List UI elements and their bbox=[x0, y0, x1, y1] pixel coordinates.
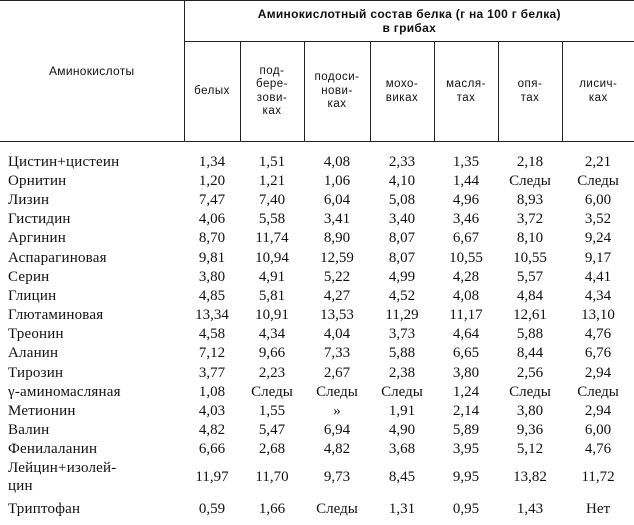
value-cell: 4,08 bbox=[323, 153, 351, 170]
value-cell: 12,61 bbox=[513, 307, 547, 324]
table-row bbox=[0, 495, 634, 518]
value-cell: 4,06 bbox=[198, 211, 226, 228]
value-cell: Следы bbox=[316, 500, 358, 517]
group-title bbox=[184, 1, 634, 42]
value-cell: 4,76 bbox=[584, 326, 612, 343]
value-cell: 11,70 bbox=[255, 469, 289, 485]
value-cell: 11,72 bbox=[581, 469, 615, 485]
value-cell: 11,17 bbox=[449, 307, 483, 324]
value-cell: 10,55 bbox=[513, 249, 547, 266]
value-cell: 12,59 bbox=[320, 249, 354, 266]
value-cell: 6,65 bbox=[452, 345, 480, 362]
value-cell: 4,34 bbox=[584, 287, 612, 304]
table-row bbox=[0, 344, 634, 363]
value-cell: 1,91 bbox=[388, 403, 416, 420]
value-cell: 4,82 bbox=[323, 441, 351, 458]
value-cell: 5,08 bbox=[388, 191, 416, 208]
value-cell: 4,85 bbox=[198, 287, 226, 304]
value-cell: 4,96 bbox=[452, 191, 480, 208]
table-row bbox=[0, 210, 634, 229]
corner-label: Аминокислоты bbox=[0, 1, 184, 142]
value-cell: 1,31 bbox=[388, 500, 416, 517]
value-cell: 2,94 bbox=[584, 364, 612, 381]
value-cell: 7,12 bbox=[198, 345, 226, 362]
value-cell: 1,51 bbox=[258, 153, 286, 170]
value-cell: 10,94 bbox=[255, 249, 289, 266]
value-cell: 3,68 bbox=[388, 441, 416, 458]
value-cell: 5,81 bbox=[258, 287, 286, 304]
value-cell: 2,38 bbox=[388, 364, 416, 381]
value-cell: 2,14 bbox=[452, 403, 480, 420]
value-cell: 8,70 bbox=[198, 230, 226, 247]
value-cell: 2,33 bbox=[388, 153, 416, 170]
table-row bbox=[0, 401, 634, 420]
value-cell: 1,06 bbox=[323, 172, 351, 189]
value-cell: 7,33 bbox=[323, 345, 351, 362]
value-cell: 1,08 bbox=[198, 383, 226, 400]
value-cell: 4,76 bbox=[584, 441, 612, 458]
column-header: масля- тах bbox=[434, 42, 498, 142]
value-cell: 5,58 bbox=[258, 211, 286, 228]
value-cell: 8,90 bbox=[323, 230, 351, 247]
value-cell: 5,89 bbox=[452, 422, 480, 439]
amino-acid-name: Аланин bbox=[8, 345, 59, 362]
value-cell: 6,00 bbox=[584, 422, 612, 439]
value-cell: 2,56 bbox=[516, 364, 544, 381]
column-header: лисич- ках bbox=[562, 42, 634, 142]
value-cell: 3,80 bbox=[198, 268, 226, 285]
column-header: опя- тах bbox=[498, 42, 562, 142]
value-cell: 8,44 bbox=[516, 345, 544, 362]
amino-acid-name: γ-аминомасляная bbox=[8, 383, 121, 400]
value-cell: 3,80 bbox=[516, 403, 544, 420]
value-cell: 1,34 bbox=[198, 153, 226, 170]
value-cell: 8,10 bbox=[516, 230, 544, 247]
table-row bbox=[0, 152, 634, 171]
table-row bbox=[0, 229, 634, 248]
table-row bbox=[0, 440, 634, 459]
value-cell: 4,03 bbox=[198, 403, 226, 420]
amino-acid-name: Аспарагиновая bbox=[8, 249, 107, 266]
table-row bbox=[0, 306, 634, 325]
value-cell: 4,27 bbox=[323, 287, 351, 304]
value-cell: » bbox=[333, 403, 341, 420]
amino-acid-name: Лизин bbox=[8, 191, 50, 208]
value-cell: 9,36 bbox=[516, 422, 544, 439]
value-cell: 0,95 bbox=[452, 500, 480, 517]
value-cell: 9,24 bbox=[584, 230, 612, 247]
value-cell: 11,97 bbox=[195, 469, 229, 485]
amino-acid-name: Валин bbox=[8, 422, 50, 439]
value-cell: 3,77 bbox=[198, 364, 226, 381]
value-cell: 6,04 bbox=[323, 191, 351, 208]
value-cell: 4,28 bbox=[452, 268, 480, 285]
value-cell: 9,81 bbox=[198, 249, 226, 266]
value-cell: Следы bbox=[316, 383, 358, 400]
value-cell: 3,80 bbox=[452, 364, 480, 381]
table-body bbox=[0, 142, 634, 519]
value-cell: 1,20 bbox=[198, 172, 226, 189]
value-cell: 5,12 bbox=[516, 441, 544, 458]
value-cell: 13,82 bbox=[513, 469, 547, 485]
value-cell: 1,35 bbox=[452, 153, 480, 170]
value-cell: 2,68 bbox=[258, 441, 286, 458]
value-cell: 6,94 bbox=[323, 422, 351, 439]
value-cell: 2,23 bbox=[258, 364, 286, 381]
value-cell: 4,82 bbox=[198, 422, 226, 439]
value-cell: 7,40 bbox=[258, 191, 286, 208]
value-cell: 10,55 bbox=[449, 249, 483, 266]
value-cell: 4,84 bbox=[516, 287, 544, 304]
value-cell: 4,08 bbox=[452, 287, 480, 304]
value-cell: 9,95 bbox=[452, 469, 480, 485]
value-cell: 4,90 bbox=[388, 422, 416, 439]
group-title-line1: Аминокислотный состав белка (г на 100 г белка) bbox=[257, 7, 561, 21]
value-cell: Следы bbox=[577, 172, 619, 189]
value-cell: 11,29 bbox=[385, 307, 419, 324]
table-row bbox=[0, 190, 634, 209]
value-cell: 4,52 bbox=[388, 287, 416, 304]
value-cell: 4,10 bbox=[388, 172, 416, 189]
value-cell: 1,43 bbox=[516, 500, 544, 517]
value-cell: 3,52 bbox=[584, 211, 612, 228]
value-cell: 4,41 bbox=[584, 268, 612, 285]
value-cell: Следы bbox=[251, 383, 293, 400]
value-cell: 3,46 bbox=[452, 211, 480, 228]
value-cell: 4,04 bbox=[323, 326, 351, 343]
value-cell: 5,57 bbox=[516, 268, 544, 285]
value-cell: 8,45 bbox=[388, 469, 416, 485]
value-cell: 5,47 bbox=[258, 422, 286, 439]
value-cell: 8,93 bbox=[516, 191, 544, 208]
table-row bbox=[0, 267, 634, 286]
group-title-line2: в грибах bbox=[382, 21, 437, 35]
amino-acid-name: Аргинин bbox=[8, 230, 66, 247]
value-cell: Нет bbox=[586, 500, 611, 517]
amino-acid-name: Тирозин bbox=[8, 364, 64, 381]
value-cell: 4,99 bbox=[388, 268, 416, 285]
value-cell: 1,66 bbox=[258, 500, 286, 517]
value-cell: 4,34 bbox=[258, 326, 286, 343]
value-cell: 2,21 bbox=[584, 153, 612, 170]
value-cell: 10,91 bbox=[255, 307, 289, 324]
table-row bbox=[0, 286, 634, 305]
value-cell: 3,40 bbox=[388, 211, 416, 228]
value-cell: 1,55 bbox=[258, 403, 286, 420]
amino-acid-name: Цистин+цистеин bbox=[8, 153, 120, 170]
table-row bbox=[0, 171, 634, 190]
table-row bbox=[0, 382, 634, 401]
value-cell: 8,07 bbox=[388, 230, 416, 247]
value-cell: 6,66 bbox=[198, 441, 226, 458]
value-cell: 6,67 bbox=[452, 230, 480, 247]
value-cell: 13,53 bbox=[320, 307, 354, 324]
value-cell: 7,47 bbox=[198, 191, 226, 208]
amino-acid-name: Фенилаланин bbox=[8, 441, 98, 458]
value-cell: 5,88 bbox=[388, 345, 416, 362]
table-row bbox=[0, 421, 634, 440]
value-cell: 1,24 bbox=[452, 383, 480, 400]
value-cell: 8,07 bbox=[388, 249, 416, 266]
value-cell: 3,72 bbox=[516, 211, 544, 228]
table-row bbox=[0, 248, 634, 267]
value-cell: 6,76 bbox=[584, 345, 612, 362]
value-cell: 1,21 bbox=[258, 172, 286, 189]
value-cell: 6,00 bbox=[584, 191, 612, 208]
value-cell: 9,17 bbox=[584, 249, 612, 266]
column-header: под- бере- зови- ках bbox=[240, 42, 304, 142]
amino-acid-name: Глютаминовая bbox=[8, 307, 104, 324]
amino-acid-name: Серин bbox=[8, 268, 50, 285]
value-cell: 5,88 bbox=[516, 326, 544, 343]
value-cell: 2,18 bbox=[516, 153, 544, 170]
value-cell: 13,10 bbox=[581, 307, 615, 324]
value-cell: 2,94 bbox=[584, 403, 612, 420]
value-cell: 3,73 bbox=[388, 326, 416, 343]
column-header: белых bbox=[184, 42, 240, 142]
value-cell: 3,41 bbox=[323, 211, 351, 228]
value-cell: 5,22 bbox=[323, 268, 351, 285]
value-cell: Следы bbox=[509, 172, 551, 189]
value-cell: Следы bbox=[381, 383, 423, 400]
value-cell: Следы bbox=[577, 383, 619, 400]
amino-acid-name: Треонин bbox=[8, 326, 64, 343]
amino-acid-name: Орнитин bbox=[8, 172, 67, 189]
value-cell: 3,95 bbox=[452, 441, 480, 458]
amino-acid-name: Гистидин bbox=[8, 211, 71, 228]
value-cell: 13,34 bbox=[195, 307, 229, 324]
value-cell: 1,44 bbox=[452, 172, 480, 189]
amino-acid-name: Метионин bbox=[8, 403, 76, 420]
value-cell: 11,74 bbox=[255, 230, 289, 247]
value-cell: 9,66 bbox=[258, 345, 286, 362]
amino-acid-name: Лейцин+изолей- цин bbox=[8, 460, 117, 494]
amino-acid-name: Триптофан bbox=[8, 500, 81, 517]
column-header: мохо- виках bbox=[370, 42, 434, 142]
table-row bbox=[0, 363, 634, 382]
value-cell: 2,67 bbox=[323, 364, 351, 381]
value-cell: 4,58 bbox=[198, 326, 226, 343]
value-cell: 9,73 bbox=[323, 469, 351, 485]
amino-acid-name: Глицин bbox=[8, 287, 57, 304]
value-cell: 4,64 bbox=[452, 326, 480, 343]
value-cell: Следы bbox=[509, 383, 551, 400]
column-header: подоси- нови- ках bbox=[304, 42, 370, 142]
value-cell: 0,59 bbox=[198, 500, 226, 517]
table-row bbox=[0, 459, 634, 495]
value-cell: 4,91 bbox=[258, 268, 286, 285]
table-row bbox=[0, 325, 634, 344]
